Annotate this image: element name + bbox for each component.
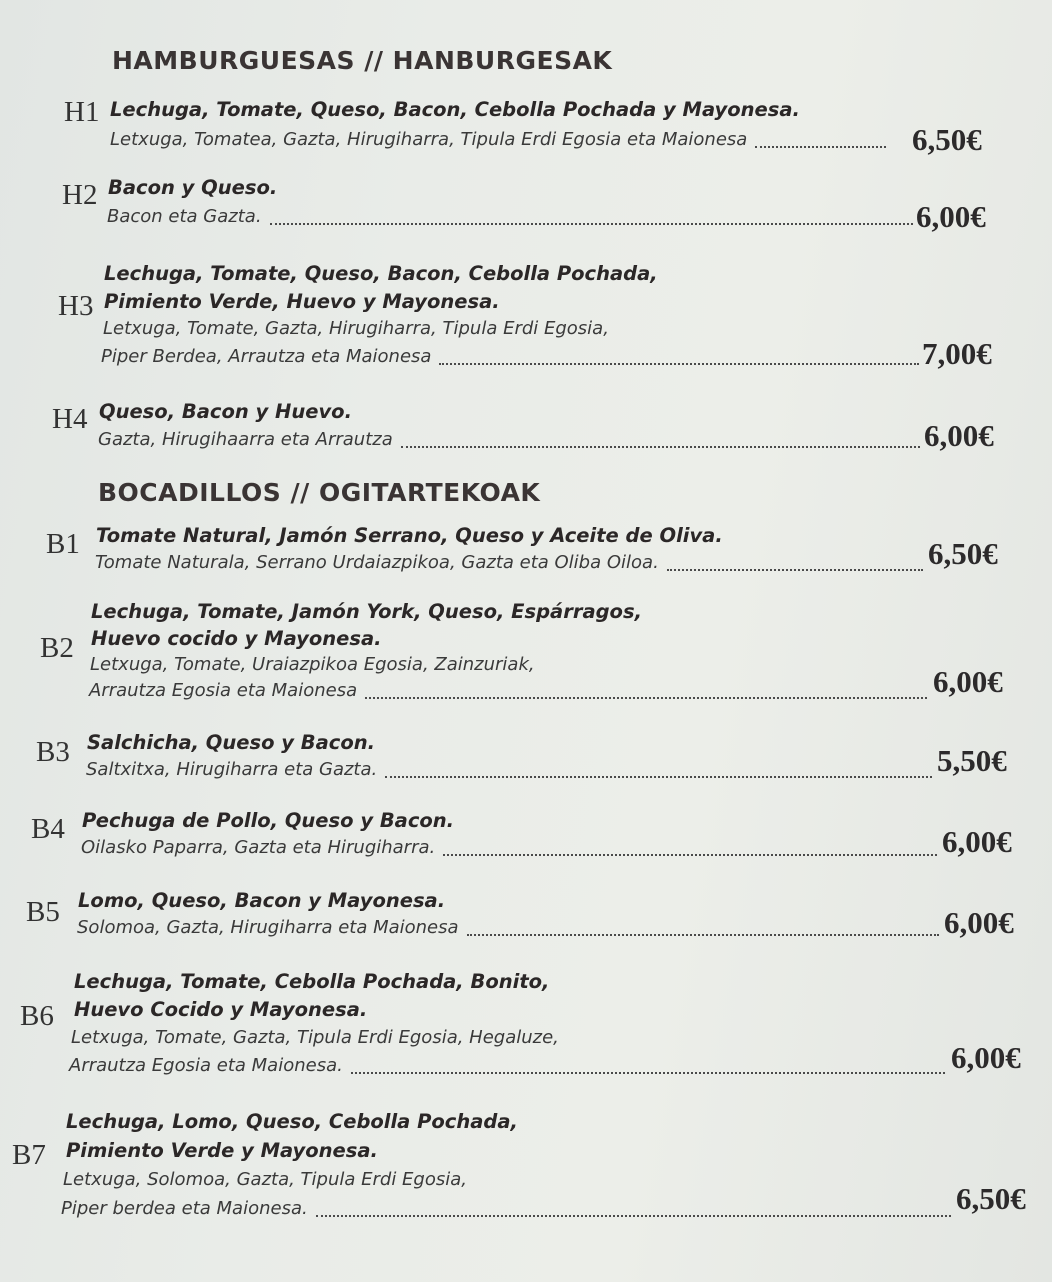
item-name-es: Pechuga de Pollo, Queso y Bacon. — [82, 809, 455, 832]
item-name-es: Pimiento Verde, Huevo y Mayonesa. — [104, 290, 500, 313]
item-name-es: Lechuga, Tomate, Jamón York, Queso, Espárragos, — [91, 600, 642, 623]
item-name-eu: Arrautza Egosia eta Maionesa. — [69, 1053, 949, 1079]
item-name-es: Lomo, Queso, Bacon y Mayonesa. — [78, 889, 446, 912]
item-code: B6 — [20, 1000, 54, 1032]
item-code: H1 — [64, 96, 100, 128]
section-title-bocadillos: BOCADILLOS // OGITARTEKOAK — [98, 478, 541, 507]
item-name-es: Lechuga, Tomate, Queso, Bacon, Cebolla Pochada, — [104, 262, 658, 285]
item-name-es: Lechuga, Lomo, Queso, Cebolla Pochada, — [66, 1110, 518, 1133]
item-name-eu: Bacon eta Gazta. — [107, 204, 917, 230]
item-name-eu: Piper berdea eta Maionesa. — [61, 1196, 955, 1222]
item-code: B5 — [26, 896, 60, 928]
item-price: 6,50€ — [928, 536, 998, 571]
dot-leader — [443, 854, 937, 856]
item-name-es: Queso, Bacon y Huevo. — [99, 400, 352, 423]
item-name-es: Tomate Natural, Jamón Serrano, Queso y Aceite de Oliva. — [96, 524, 723, 547]
item-name-eu: Letxuga, Solomoa, Gazta, Tipula Erdi Egosia, — [63, 1169, 467, 1190]
dot-leader — [401, 446, 920, 448]
item-name-eu: Solomoa, Gazta, Hirugiharra eta Maionesa — [77, 915, 943, 941]
item-name-es: Bacon y Queso. — [108, 176, 278, 199]
item-name-eu: Letxuga, Tomatea, Gazta, Hirugiharra, Tipula Erdi Egosia eta Maionesa — [110, 127, 890, 153]
item-name-eu: Tomate Naturala, Serrano Urdaiazpikoa, Gazta eta Oliba Oiloa. — [95, 550, 927, 576]
item-price: 5,50€ — [937, 743, 1007, 778]
item-price: 6,00€ — [916, 199, 986, 234]
item-name-eu: Letxuga, Tomate, Gazta, Hirugiharra, Tipula Erdi Egosia, — [103, 318, 609, 339]
dot-leader — [467, 934, 939, 936]
item-name-es: Lechuga, Tomate, Queso, Bacon, Cebolla Pochada y Mayonesa. — [110, 98, 800, 121]
item-price: 6,50€ — [956, 1181, 1026, 1216]
item-price: 7,00€ — [922, 336, 992, 371]
item-price: 6,00€ — [924, 418, 994, 453]
dot-leader — [351, 1072, 945, 1074]
item-code: B3 — [36, 736, 70, 768]
item-code: H2 — [62, 179, 98, 211]
item-name-eu: Gazta, Hirugihaarra eta Arrautza — [98, 427, 924, 453]
dot-leader — [755, 146, 886, 148]
item-name-es: Lechuga, Tomate, Cebolla Pochada, Bonito, — [74, 970, 550, 993]
dot-leader — [316, 1215, 951, 1217]
item-name-es: Pimiento Verde y Mayonesa. — [66, 1139, 378, 1162]
item-name-eu: Arrautza Egosia eta Maionesa — [89, 678, 931, 704]
item-name-eu: Letxuga, Tomate, Uraiazpikoa Egosia, Zainzuriak, — [90, 654, 535, 675]
dot-leader — [385, 776, 932, 778]
item-name-es: Salchicha, Queso y Bacon. — [87, 731, 376, 754]
section-title-hamburguesas: HAMBURGUESAS // HANBURGESAK — [112, 46, 613, 75]
item-code: B4 — [31, 813, 65, 845]
item-price: 6,50€ — [912, 122, 982, 157]
dot-leader — [439, 363, 919, 365]
dot-leader — [667, 569, 923, 571]
item-name-es: Huevo Cocido y Mayonesa. — [74, 998, 368, 1021]
item-code: B7 — [12, 1139, 46, 1171]
item-code: B2 — [40, 632, 74, 664]
item-price: 6,00€ — [933, 664, 1003, 699]
item-code: B1 — [46, 528, 80, 560]
item-price: 6,00€ — [944, 905, 1014, 940]
item-price: 6,00€ — [942, 824, 1012, 859]
item-price: 6,00€ — [951, 1040, 1021, 1075]
item-name-eu: Piper Berdea, Arrautza eta Maionesa — [101, 344, 923, 370]
item-code: H3 — [58, 290, 94, 322]
item-name-eu: Oilasko Paparra, Gazta eta Hirugiharra. — [81, 835, 941, 861]
item-name-es: Huevo cocido y Mayonesa. — [91, 627, 382, 650]
item-name-eu: Letxuga, Tomate, Gazta, Tipula Erdi Egosia, Hegaluze, — [71, 1027, 559, 1048]
item-code: H4 — [52, 403, 88, 435]
item-name-eu: Saltxitxa, Hirugiharra eta Gazta. — [86, 757, 936, 783]
dot-leader — [270, 223, 913, 225]
dot-leader — [365, 697, 927, 699]
